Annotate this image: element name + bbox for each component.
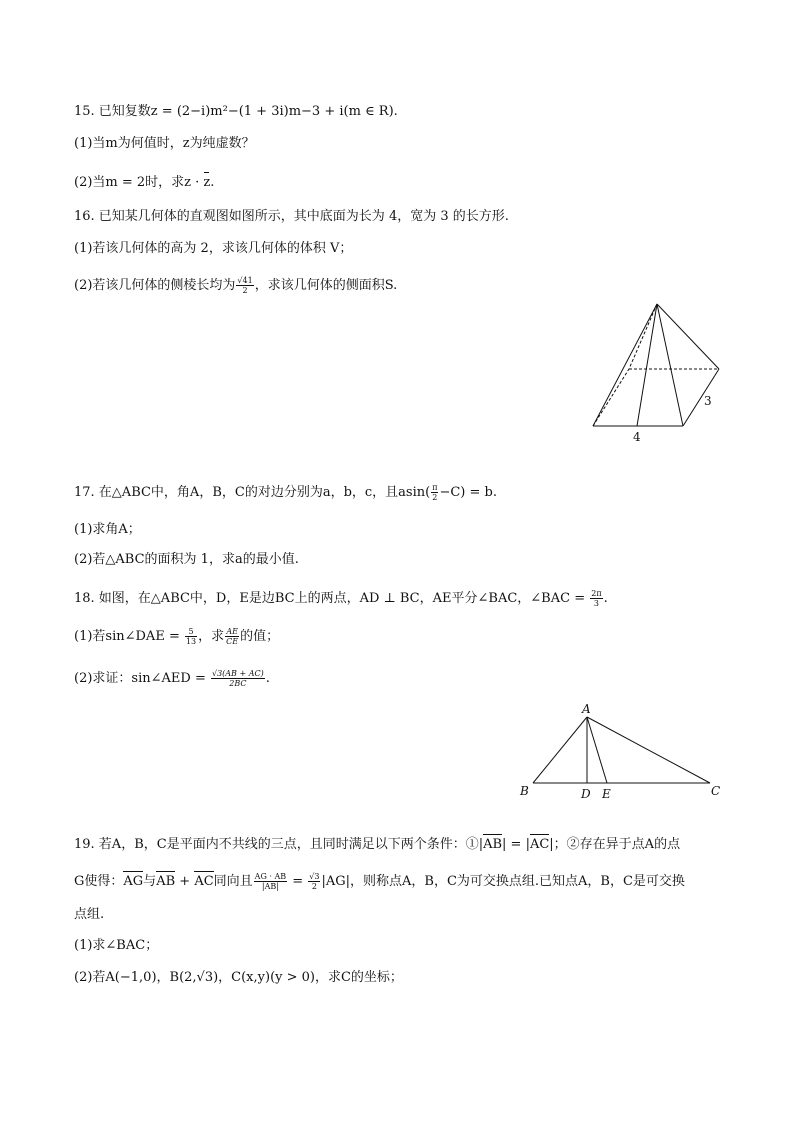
q16-part1: (1)若该几何体的高为 2，求该几何体的体积 V； bbox=[74, 241, 353, 256]
triangle-figure bbox=[515, 700, 725, 805]
fraction: $\frac{2\pi}{3}$ bbox=[591, 589, 602, 608]
point-E-label: E bbox=[602, 787, 611, 801]
fraction: $\frac{√41}{2}$ bbox=[237, 276, 253, 295]
fraction: $\frac{AG \cdot AB}{|AB|}$ bbox=[254, 872, 287, 891]
fraction: $\frac{√3(AB + AC)}{2BC}$ bbox=[211, 669, 264, 688]
q16-stem: 16. 已知某几何体的直观图如图所示，其中底面为长为 4，宽为 3 的长方形. bbox=[74, 209, 509, 224]
length-label: 4 bbox=[633, 430, 641, 444]
vertex-A-label: A bbox=[582, 702, 591, 716]
q19-part1: (1)求∠BAC； bbox=[74, 938, 159, 953]
q17-stem: 17. 在△ABC中，角A，B，C的对边分别为a，b，c，且asin( $\frac{\pi}{2}$ −C) = b. bbox=[74, 483, 497, 502]
q18-part2: (2)求证：sin∠AED = $\frac{√3(AB + AC)}{2BC}$ . bbox=[74, 669, 270, 688]
q18-stem: 18. 如图，在△ABC中，D，E是边BC上的两点，AD ⊥ BC，AE平分∠BAC，∠BAC = $\frac{2\pi}{3}$ . bbox=[74, 589, 608, 608]
q15-part1: (1)当m为何值时，z为纯虚数？ bbox=[74, 136, 255, 151]
fraction: $\frac{AE}{CE}$ bbox=[226, 627, 239, 646]
fraction: $\frac{√3}{2}$ bbox=[309, 872, 320, 891]
fraction: $\frac{5}{13}$ bbox=[185, 627, 197, 646]
q19-line3: 点组. bbox=[74, 907, 105, 922]
vertex-C-label: C bbox=[711, 784, 721, 798]
q15-part2: (2)当m = 2时，求z · z. bbox=[74, 175, 215, 190]
vertex-B-label: B bbox=[520, 784, 529, 798]
q18-part1: (1)若sin∠DAE = $\frac{5}{13}$ ，求 $\frac{AE}{CE}$ 的值； bbox=[74, 627, 280, 646]
fraction: $\frac{\pi}{2}$ bbox=[432, 483, 438, 502]
q15-stem: 15. 已知复数z = (2−i)m²−(1 + 3i)m−3 + i(m ∈ R). bbox=[74, 104, 398, 119]
q19-line1: 19. 若A，B，C是平面内不共线的三点，且同时满足以下两个条件：①|AB| = |AC|；②存在异于点A的点 bbox=[74, 833, 680, 854]
width-label: 3 bbox=[704, 394, 712, 408]
q16-part2: (2)若该几何体的侧棱长均为 $\frac{√41}{2}$ ，求该几何体的侧面积S. bbox=[74, 276, 398, 295]
q17-part1: (1)求角A； bbox=[74, 522, 141, 537]
q19-part2: (2)若A(−1,0)，B(2,√3)，C(x,y)(y > 0)，求C的坐标； bbox=[74, 970, 403, 985]
q17-part2: (2)若△ABC的面积为 1，求a的最小值. bbox=[74, 552, 299, 567]
pyramid-figure bbox=[585, 298, 730, 448]
q19-line2: G使得：AG与AB + AC同向且 $\frac{AG \cdot AB}{|AB|}$ = $\frac{√3}{2}$ |AG|，则称点A，B，C为可交换点组.已知点A，B，C是可交换 bbox=[74, 872, 685, 891]
point-D-label: D bbox=[581, 787, 591, 801]
